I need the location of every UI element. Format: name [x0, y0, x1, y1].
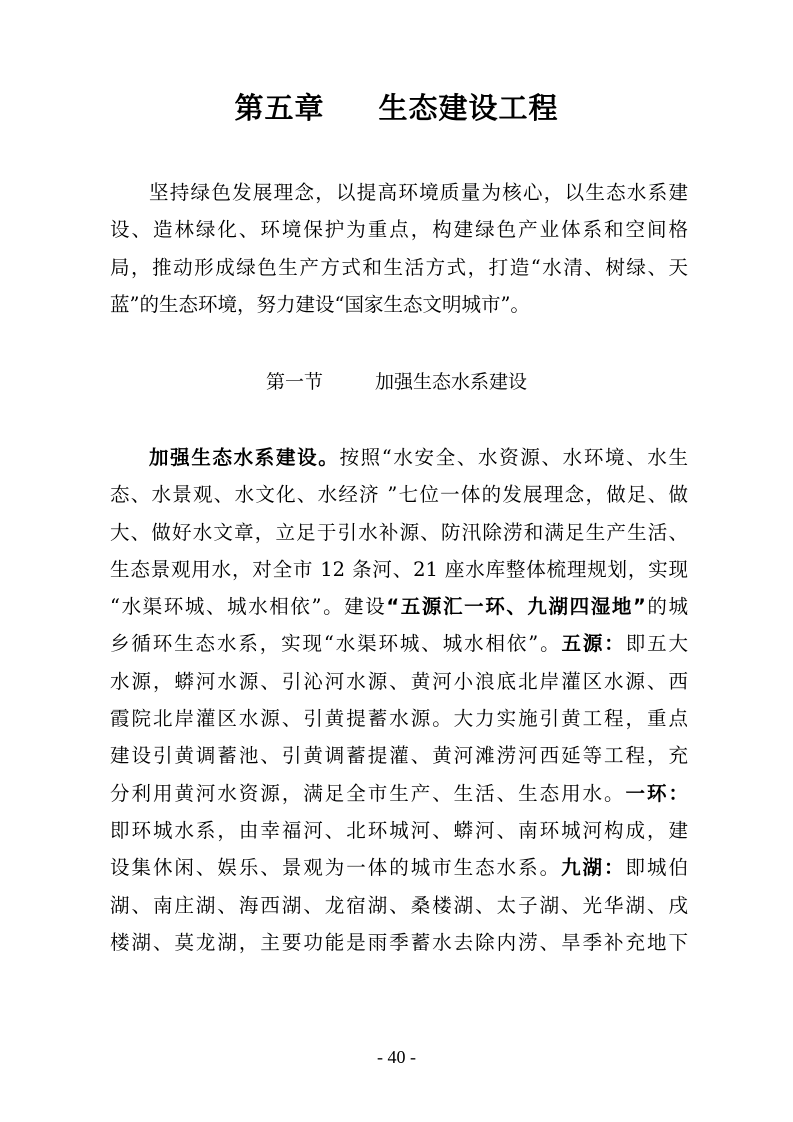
body-line: “水渠环城、城水相依”。建设“五源汇一环、九湖四湿地”的城	[110, 595, 688, 619]
body-line: 分利用黄河水资源，满足全市生产、生活、生态用水。一环：	[110, 781, 688, 805]
chapter-title	[0, 86, 793, 127]
intro-line: 坚持绿色发展理念，以提高环境质量为核心，以生态水系建	[149, 181, 688, 204]
body-line: 大、做好水文章，立足于引水补源、防汛除涝和满足生产生活、	[110, 520, 688, 544]
body-line: 加强生态水系建设。按照“水安全、水资源、水环境、水生	[149, 446, 688, 469]
intro-line: 局，推动形成绿色生产方式和生活方式，打造“水清、树绿、天	[110, 255, 688, 279]
body-line: 建设引黄调蓄池、引黄调蓄提灌、黄河滩涝河西延等工程，充	[110, 744, 688, 768]
chapter-number: 第五章	[234, 91, 325, 125]
body-line: 设集休闲、娱乐、景观为一体的城市生态水系。九湖：即城伯	[110, 856, 688, 880]
body-paragraph	[110, 439, 688, 961]
emphasis-slogan: “五源汇一环、九湖四湿地”	[386, 595, 646, 619]
keyword-wuyuan: 五源：	[561, 632, 626, 656]
keyword-jiuhu: 九湖：	[561, 856, 626, 880]
section-number: 第一节	[265, 371, 323, 393]
page-number: - 40 -	[377, 1047, 416, 1067]
section-name: 加强生态水系建设	[375, 371, 528, 393]
body-line: 生态景观用水，对全市 12 条河、21 座水库整体梳理规划，实现	[110, 557, 688, 581]
keyword-yihuan: 一环：	[625, 781, 688, 805]
body-line: 霞院北岸灌区水源、引黄提蓄水源。大力实施引黄工程，重点	[110, 707, 688, 731]
body-line: 乡循环生态水系，实现“水渠环城、城水相依”。五源：即五大	[110, 632, 688, 656]
intro-paragraph	[110, 174, 688, 323]
lead-heading: 加强生态水系建设。	[149, 446, 340, 469]
body-line: 楼湖、莫龙湖，主要功能是雨季蓄水去除内涝、旱季补充地下	[110, 930, 688, 954]
body-line: 即环城水系，由幸福河、北环城河、蟒河、南环城河构成，建	[110, 818, 688, 842]
body-line: 水源，蟒河水源、引沁河水源、黄河小浪底北岸灌区水源、西	[110, 669, 688, 693]
body-line: 湖、南庄湖、海西湖、龙宿湖、桑楼湖、太子湖、光华湖、戌	[110, 893, 688, 917]
section-title	[0, 367, 793, 394]
intro-line: 蓝”的生态环境，努力建设“国家生态文明城市”。	[110, 292, 530, 316]
body-line: 态、水景观、水文化、水经济 ”七位一体的发展理念，做足、做	[110, 483, 688, 507]
chapter-name: 生态建设工程	[378, 91, 559, 125]
intro-line: 设、造林绿化、环境保护为重点，构建绿色产业体系和空间格	[110, 218, 688, 242]
